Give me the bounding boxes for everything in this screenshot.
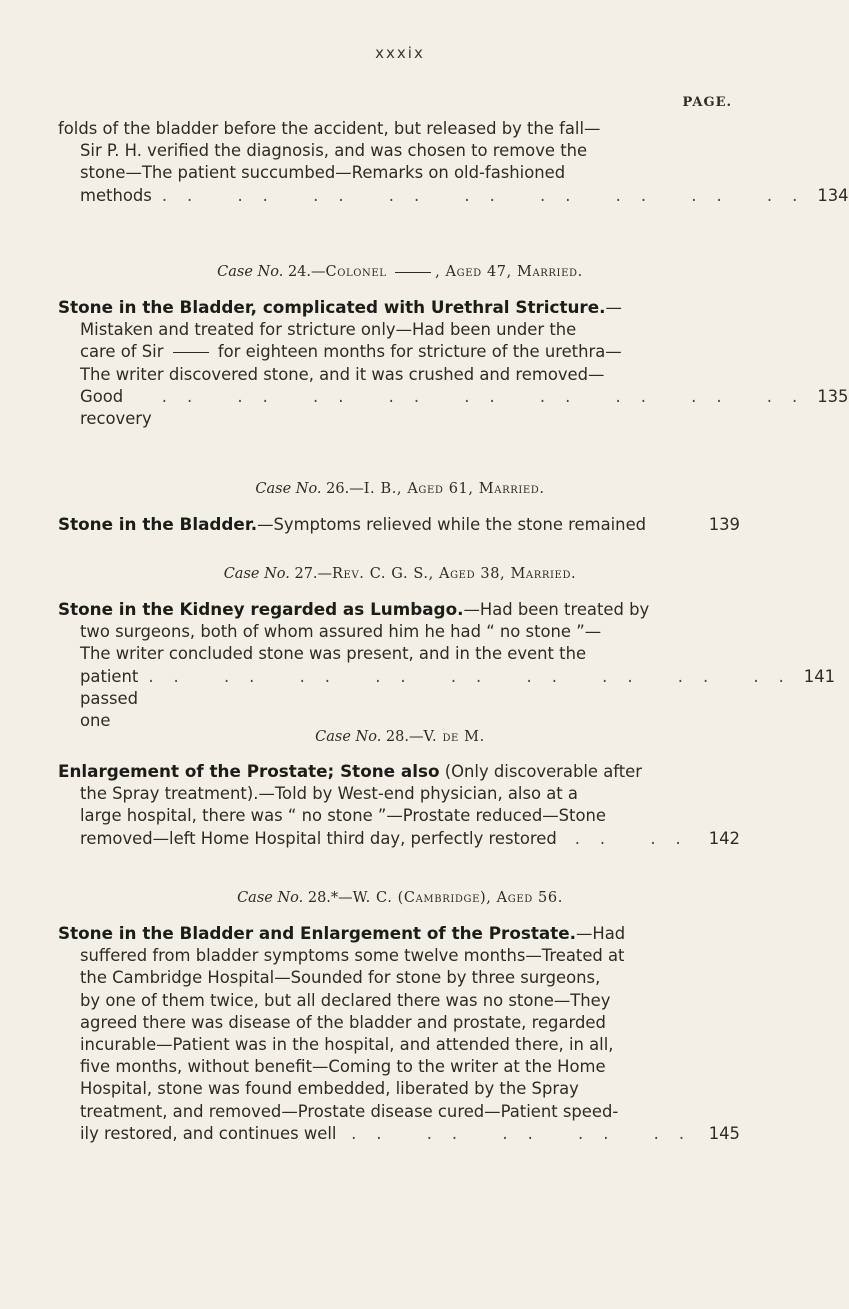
entry-urethral-stricture xyxy=(58,296,849,430)
entry-stone-bladder xyxy=(58,513,740,536)
text-line-end: ily restored, and continues well xyxy=(80,1123,337,1143)
text-line: agreed there was disease of the bladder and prostate, regarded xyxy=(80,1012,606,1032)
text-line: suffered from bladder symptoms some twelve months—Treated at xyxy=(80,946,625,966)
page-number: 145 xyxy=(708,1123,740,1143)
dot-leader: .. .. .. .. .. xyxy=(351,1123,705,1143)
case-details: Rev. C. G. S., Aged 38, Married. xyxy=(332,566,577,582)
dash: — xyxy=(605,298,622,317)
case-label: Case No. xyxy=(237,890,304,906)
case-label: Case No. xyxy=(255,481,322,497)
redaction-rule xyxy=(395,272,431,273)
text-line: The writer concluded stone was present, and in the event the xyxy=(80,644,587,664)
entry-summary: —Had been treated by xyxy=(463,600,650,619)
entry-summary: (Only discoverable after xyxy=(439,762,642,781)
text-line-last xyxy=(58,1123,740,1145)
text-line xyxy=(58,598,740,621)
page-number: 139 xyxy=(708,515,740,534)
text-line: Sir P. H. verified the diagnosis, and was chosen to remove the xyxy=(80,141,588,161)
case-details: V. de M. xyxy=(423,729,485,745)
text-line: treatment, and removed—Prostate disease cured—Patient speed- xyxy=(80,1101,619,1121)
case-number: 28.*— xyxy=(307,890,353,906)
entry-continuation xyxy=(58,118,849,207)
page-number: 135 xyxy=(817,386,849,406)
text-line-last xyxy=(58,386,849,430)
dot-leader: .. .. xyxy=(574,828,701,848)
entry-summary: —Had xyxy=(575,924,626,943)
entry-kidney-lumbago xyxy=(58,598,836,732)
text-line xyxy=(58,760,740,783)
text-line-end: methods xyxy=(80,185,152,205)
text-line: folds of the bladder before the accident, but released by the fall— xyxy=(58,119,601,138)
dot-leader: .. .. .. .. .. .. .. .. .. xyxy=(148,666,804,686)
text-line-end: patient passed one xyxy=(80,666,139,731)
entry-title: Stone in the Bladder. xyxy=(58,514,258,534)
case-heading xyxy=(0,566,800,582)
entry-prostate-stone xyxy=(58,760,740,850)
case-details: W. C. (Cambridge), Aged 56. xyxy=(352,890,563,906)
text-line-end: Good recovery xyxy=(80,386,152,429)
entry-summary: —Symptoms relieved while the stone remained xyxy=(257,515,647,534)
text-line: stone—The patient succumbed—Remarks on old-fashioned xyxy=(80,163,566,183)
case-number: 28.— xyxy=(385,729,424,745)
text-line: five months, without benefit—Coming to the writer at the Home xyxy=(80,1057,606,1077)
entry-title: Stone in the Bladder, complicated with Urethral Stricture. xyxy=(58,297,606,317)
text-line-end: removed—left Home Hospital third day, perfectly restored xyxy=(80,828,557,848)
text-line-last xyxy=(58,185,849,207)
text-line xyxy=(58,341,740,363)
text-line-last xyxy=(58,513,740,536)
text-line: The writer discovered stone, and it was crushed and removed— xyxy=(80,364,605,384)
case-number: 24.— xyxy=(287,264,326,280)
text-fragment: for eighteen months for stricture of the urethra— xyxy=(217,342,622,362)
case-number: 27.— xyxy=(294,566,333,582)
redaction-rule xyxy=(173,352,209,353)
text-line-last xyxy=(58,666,836,733)
text-fragment: care of Sir xyxy=(80,342,164,362)
text-line: the Cambridge Hospital—Sounded for stone by three surgeons, xyxy=(80,968,601,988)
page-column-label: PAGE. xyxy=(682,95,732,110)
case-heading xyxy=(0,481,800,497)
dot-leader: .. .. .. .. .. .. .. .. .. xyxy=(161,185,818,205)
entry-title: Stone in the Bladder and Enlargement of the Prostate. xyxy=(58,923,576,943)
entry-title: Enlargement of the Prostate; Stone also xyxy=(58,761,440,781)
case-label: Case No. xyxy=(223,566,290,582)
text-line xyxy=(58,296,740,319)
text-line-last xyxy=(58,828,740,850)
text-line: by one of them twice, but all declared there was no stone—They xyxy=(80,990,611,1010)
case-details: I. B., Aged 61, Married. xyxy=(363,481,545,497)
text-line-end xyxy=(58,513,646,536)
text-line: large hospital, there was “ no stone ”—Prostate reduced—Stone xyxy=(80,806,606,826)
case-label: Case No. xyxy=(315,729,382,745)
case-patient: Colonel xyxy=(325,264,387,280)
page-number: 141 xyxy=(803,666,836,686)
dot-leader: .. .. .. .. .. .. .. .. .. xyxy=(161,386,818,406)
page-number: 142 xyxy=(708,828,740,848)
text-line: Mistaken and treated for stricture only—Had been under the xyxy=(80,320,577,340)
case-heading xyxy=(0,264,800,280)
case-details: , Aged 47, Married. xyxy=(435,264,583,280)
case-label: Case No. xyxy=(217,264,284,280)
entry-bladder-prostate xyxy=(58,922,740,1145)
text-line xyxy=(58,922,740,945)
case-heading xyxy=(0,729,800,745)
case-heading xyxy=(0,890,800,906)
entry-title: Stone in the Kidney regarded as Lumbago. xyxy=(58,599,464,619)
case-number: 26.— xyxy=(326,481,364,497)
text-line: incurable—Patient was in the hospital, and attended there, in all, xyxy=(80,1035,614,1055)
folio-roman-numeral: xxxix xyxy=(375,44,425,62)
text-line: the Spray treatment).—Told by West-end physician, also at a xyxy=(80,784,578,804)
text-line: Hospital, stone was found embedded, liberated by the Spray xyxy=(80,1079,579,1099)
text-line: two surgeons, both of whom assured him he had “ no stone ”— xyxy=(80,622,602,642)
page-number: 134 xyxy=(817,185,849,205)
